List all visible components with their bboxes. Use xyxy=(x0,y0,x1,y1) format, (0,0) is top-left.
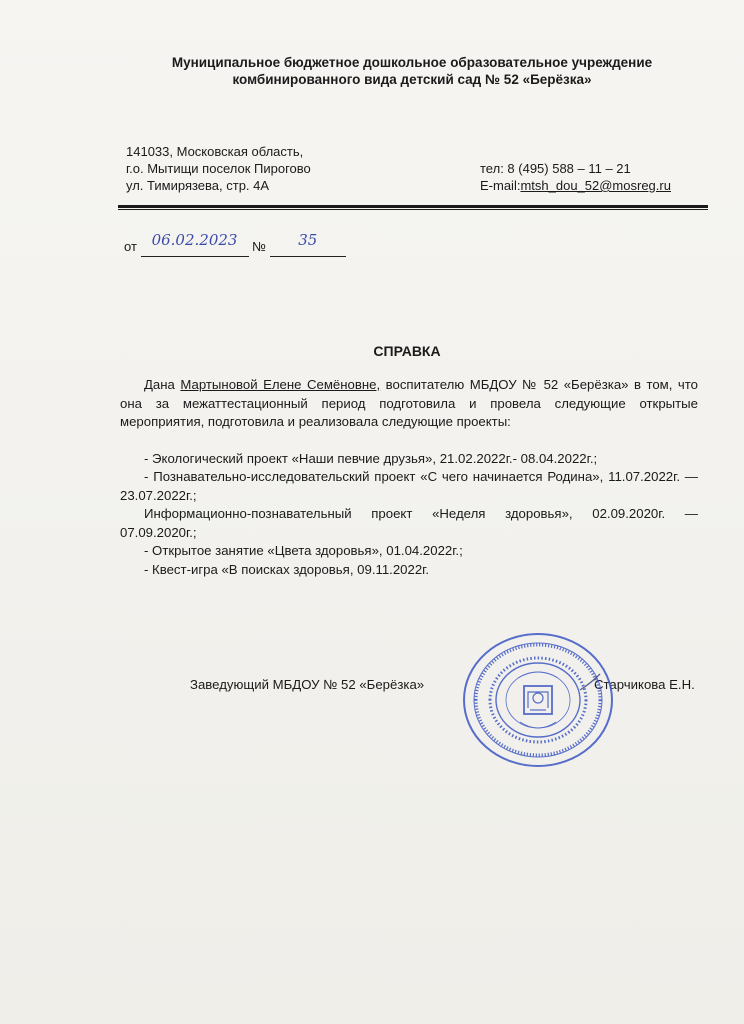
organization-header xyxy=(0,54,744,88)
number-field xyxy=(270,231,346,257)
header-divider-thick xyxy=(118,205,708,208)
date-field xyxy=(141,231,249,257)
intro-paragraph xyxy=(120,376,698,432)
recipient-name: Мартыновой Елене Семёновне, xyxy=(180,377,381,392)
list-item: Информационно-познавательный проект «Неделя здоровья», 02.09.2020г. — 07.09.2020г.; xyxy=(120,506,698,540)
email-label: E-mail: xyxy=(480,178,521,193)
intro-prefix: Дана xyxy=(144,377,181,392)
handwritten-date: 06.02.2023 xyxy=(151,231,238,249)
number-label: № xyxy=(252,239,267,254)
address-line-3: ул. Тимирязева, стр. 4А xyxy=(126,178,270,193)
address-line-2: г.о. Мытищи поселок Пирогово xyxy=(126,161,311,176)
signatory-name: Старчикова Е.Н. xyxy=(594,677,695,692)
org-line-2: комбинированного вида детский сад № 52 «Берёзка» xyxy=(232,72,592,87)
contacts-block xyxy=(480,160,671,194)
list-item: - Открытое занятие «Цвета здоровья», 01.04.2022г.; xyxy=(144,543,463,558)
email-link[interactable]: mtsh_dou_52@mosreg.ru xyxy=(520,178,671,193)
list-item: - Квест-игра «В поисках здоровья, 09.11.2022г. xyxy=(144,561,430,577)
phone-text: тел: 8 (495) 588 – 11 – 21 xyxy=(480,161,631,176)
handwritten-number: 35 xyxy=(298,231,318,249)
document-reference xyxy=(124,231,346,257)
document-body xyxy=(120,376,698,579)
list-item: - Познавательно-исследовательский проект «С чего начинается Родина», 11.07.2022г. — 23.07.2022г.; xyxy=(120,469,698,503)
from-label: от xyxy=(124,239,137,254)
email-line xyxy=(480,177,671,194)
list-item: - Экологический проект «Наши певчие друзья», 21.02.2022г.- 08.04.2022г.; xyxy=(144,450,598,466)
document-title: СПРАВКА xyxy=(373,343,441,359)
org-line-1: Муниципальное бюджетное дошкольное образовательное учреждение xyxy=(171,55,653,70)
official-seal-stamp xyxy=(460,630,616,770)
intro-rest: воспитателю МБДОУ № 52 «Берёзка» в том, что она за межаттестационный период подготовила и провела следующие открытые мероприятия, подготовила и реализовала следующие проекты: xyxy=(120,377,698,429)
signatory-role: Заведующий МБДОУ № 52 «Берёзка» xyxy=(190,677,425,692)
header-divider-thin xyxy=(118,209,708,210)
address-line-1: 141033, Московская область, xyxy=(126,144,304,159)
address-block xyxy=(126,143,311,194)
